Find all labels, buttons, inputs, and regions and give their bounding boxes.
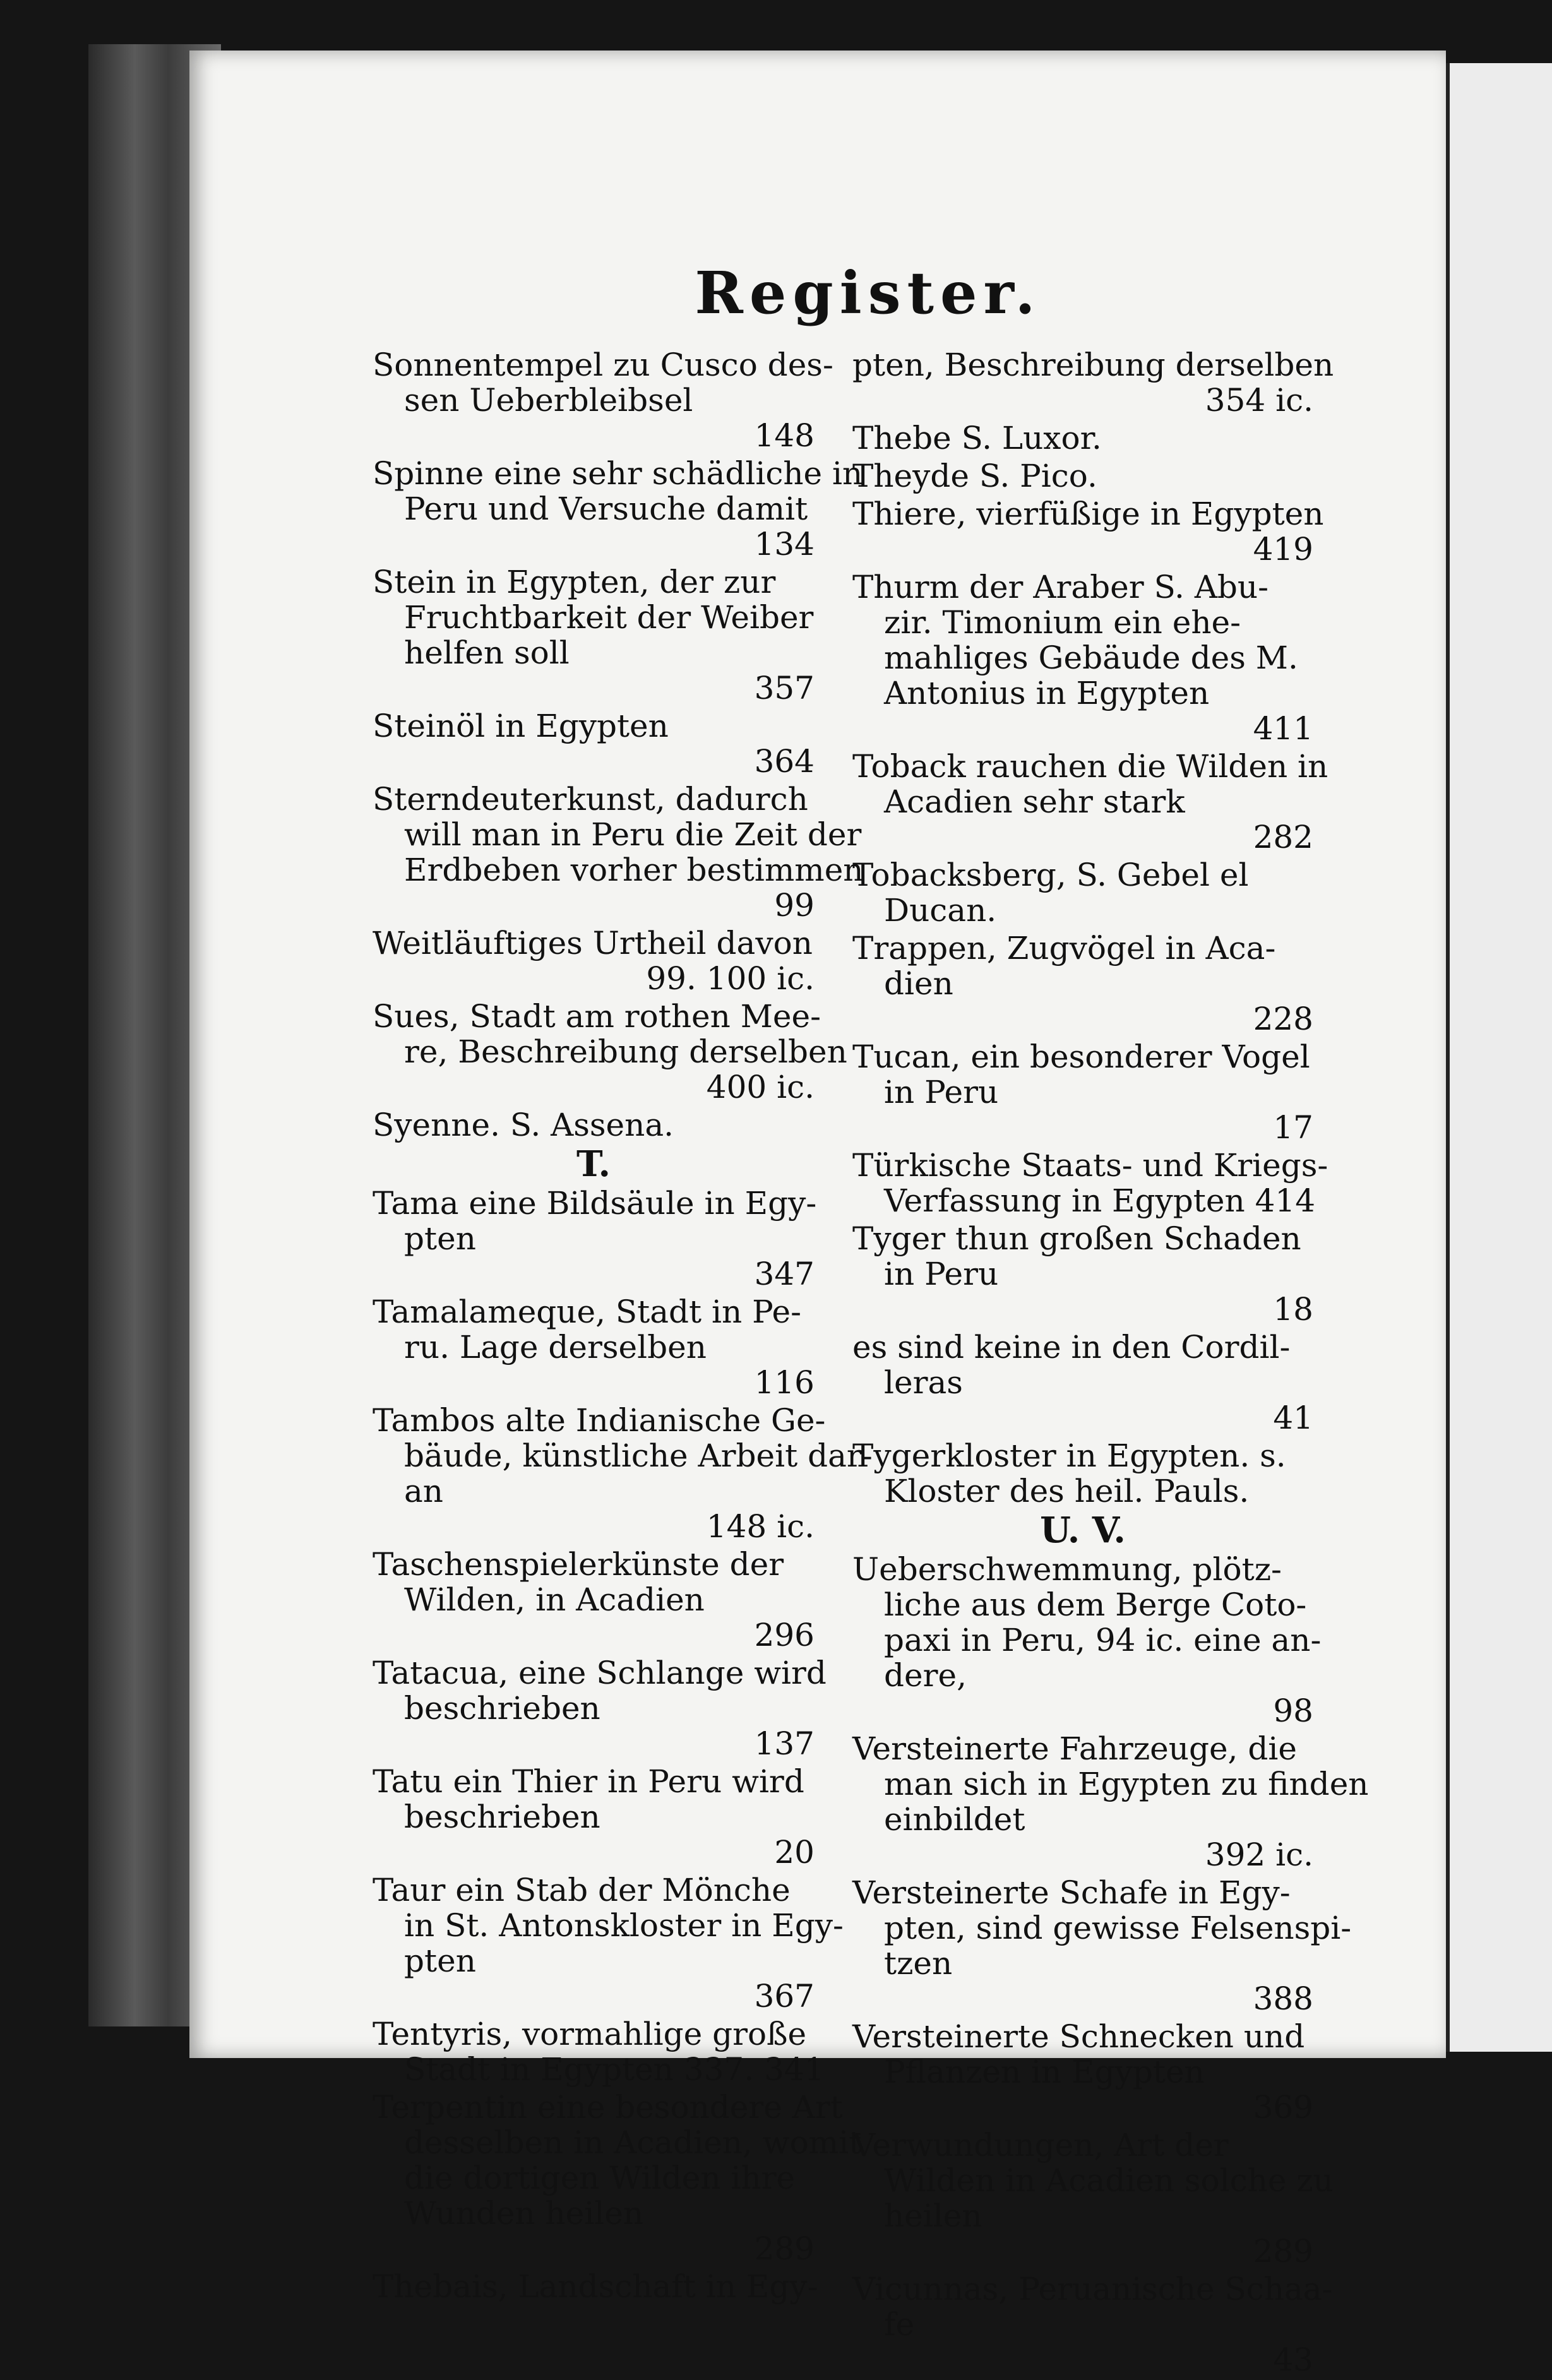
entry-continuation-line: mahliges Gebäude des M. [884,640,1298,676]
entry-headword-line: Sues, Stadt am rothen Mee- [373,998,821,1035]
index-entry [852,857,1313,928]
entry-continuation-line: Stadt in Egypten 337. 341 [404,2051,825,2088]
index-entry [373,564,815,706]
index-entry [852,347,1334,419]
entry-page-number: 354 ic. [1205,382,1313,419]
entry-headword-line: Tambos alte Indianische Ge- [373,1402,826,1439]
entry-continuation-line: einbildet [884,1801,1025,1838]
entry-continuation-line: dien [884,965,953,1002]
entry-page-number: 43 [1273,2341,1313,2378]
entry-continuation-line: re, Beschreibung derselben [404,1033,847,1070]
entry-headword-line: Weitläuftiges Urtheil davon [373,925,813,961]
index-entry [852,2019,1313,2125]
entry-page-number: 289 [754,2230,815,2267]
entry-headword-line: Toback rauchen die Wilden in [852,748,1328,785]
entry-continuation-line: Pflanzen in Egypten [884,2054,1205,2090]
entry-headword-line: Tyger thun großen Schaden [852,1220,1301,1257]
entry-headword-line: Tygerkloster in Egypten. s. [852,1437,1286,1474]
entry-headword-line: Tentyris, vormahlige große [373,2016,807,2052]
index-entry [373,1872,844,2014]
entry-headword-line: Tamalameque, Stadt in Pe- [373,1294,802,1330]
index-entry [373,1107,815,1143]
entry-continuation-line: liche aus dem Berge Coto- [884,1586,1307,1623]
entry-continuation-line: tzen [884,1945,953,1982]
index-entry [852,458,1313,494]
index-entry [373,781,864,924]
entry-headword-line: Sterndeuterkunst, dadurch [373,781,808,818]
entry-continuation-line: in St. Antonskloster in Egy- [404,1907,844,1944]
index-entry [852,1330,1313,1436]
index-entry [852,2127,1334,2270]
entry-continuation-line: zir. Timonium ein ehe- [884,604,1241,641]
entry-continuation-line: Fruchtbarkeit der Weiber [404,599,814,636]
index-entry [373,2268,818,2305]
entry-continuation-line: fe [884,2306,915,2343]
section-letter-heading: T. [576,1143,611,1185]
entry-headword-line: Tama eine Bildsäule in Egy- [373,1185,817,1222]
index-entry [373,2089,862,2267]
entry-page-number: 296 [754,1617,815,1653]
index-entry [852,2271,1333,2378]
entry-page-number: 400 ic. [706,1069,815,1105]
entry-continuation-line: ru. Lage derselben [404,1329,707,1366]
index-entry [852,1221,1313,1327]
entry-headword-line: pten, Beschreibung derselben [852,347,1334,383]
index-entry [373,925,815,996]
entry-headword-line: Steinöl in Egypten [373,708,669,744]
entry-continuation-line: heilen [884,2198,982,2234]
entry-continuation-line: pten [404,1943,476,1979]
index-entry [373,347,833,454]
entry-continuation-line: an [404,1473,444,1509]
entry-page-number: 18 [1273,1291,1313,1328]
entry-headword-line: Vicunnas, Peruanische Schaa- [852,2271,1333,2307]
entry-headword-line: Versteinerte Fahrzeuge, die [852,1730,1297,1767]
index-entry [852,748,1328,855]
entry-page-number: 289 [1253,2233,1313,2270]
index-entry [373,455,863,562]
entry-headword-line: Tatacua, eine Schlange wird [373,1655,827,1691]
entry-continuation-line: Antonius in Egypten [884,675,1210,711]
entry-headword-line: Thebe S. Luxor. [852,420,1102,456]
index-entry [852,1039,1313,1145]
entry-page-number: 148 ic. [706,1508,815,1545]
entry-continuation-line: man sich in Egypten zu finden [884,1766,1369,1802]
entry-headword-line: Terpentin eine besondere Art [373,2089,843,2126]
entry-continuation-line: in Peru [884,1256,999,1292]
entry-headword-line: Stein in Egypten, der zur [373,564,776,600]
entry-headword-line: Taur ein Stab der Mönche [373,1872,791,1908]
entry-headword-line: Versteinerte Schnecken und [852,2018,1305,2055]
entry-continuation-line: beschrieben [404,1690,600,1727]
entry-continuation-line: in Peru [884,1074,999,1110]
entry-continuation-line: sen Ueberbleibsel [404,382,693,419]
entry-page-number: 392 ic. [1205,1836,1313,1873]
entry-page-number: 357 [754,670,815,706]
index-entry [852,1551,1322,1729]
next-page-edge [1446,63,1552,2052]
entry-page-number: 41 [1273,1400,1313,1436]
index-entry [852,496,1324,568]
entry-continuation-line: pten, sind gewisse Felsenspi- [884,1910,1352,1946]
entry-page-number: 137 [754,1725,815,1762]
index-entry [852,931,1313,1037]
entry-headword-line: es sind keine in den Cordil- [852,1329,1291,1366]
entry-headword-line: Sonnentempel zu Cusco des- [373,347,833,383]
index-entry [852,1874,1352,2017]
entry-continuation-line: Erdbeben vorher bestimmen [404,852,864,888]
index-entry [373,708,815,779]
entry-continuation-line: helfen soll [404,634,570,671]
entry-headword-line: Tobacksberg, S. Gebel el [852,857,1249,893]
entry-headword-line: Thurm der Araber S. Abu- [852,569,1269,605]
entry-headword-line: Syenne. S. Assena. [373,1107,674,1143]
entry-continuation-line: Ducan. [884,892,997,929]
index-entry [373,1294,815,1400]
entry-page-number: 99. 100 ic. [646,960,815,997]
entry-continuation-line: will man in Peru die Zeit der [404,816,862,853]
entry-headword-line: Versteinerte Schafe in Egy- [852,1874,1291,1911]
entry-continuation-line: Verfassung in Egypten 414 [884,1182,1316,1219]
entry-page-number: 20 [774,1834,815,1871]
entry-headword-line: Thebais, Landschaft in Egy- [373,2268,818,2305]
book-page [189,51,1446,2378]
index-entry [373,1402,873,1545]
entry-continuation-line: paxi in Peru, 94 ic. eine an- [884,1622,1322,1658]
entry-headword-line: Taschenspielerkünste der [373,1546,784,1583]
entry-headword-line: Thiere, vierfüßige in Egypten [852,496,1324,532]
entry-continuation-line: Kloster des heil. Pauls. [884,1473,1250,1509]
entry-page-number: 98 [1273,1693,1313,1729]
index-entry [373,1655,827,1762]
index-entry [852,569,1313,746]
entry-headword-line: Spinne eine sehr schädliche in [373,455,863,492]
entry-headword-line: Verwundungen, Art der [852,2127,1229,2163]
index-entry [373,1547,815,1653]
entry-continuation-line: die dortigen Wilden ihre [404,2160,796,2196]
entry-headword-line: Trappen, Zugvögel in Aca- [852,930,1276,967]
index-entry [373,998,847,1105]
entry-headword-line: Tucan, ein besonderer Vogel [852,1038,1310,1075]
entry-page-number: 228 [1253,1001,1313,1037]
index-entry [852,1147,1328,1219]
entry-continuation-line: desselben in Acadien, womit [404,2124,862,2161]
index-entry [852,420,1313,456]
entry-continuation-line: Peru und Versuche damit [404,491,808,527]
entry-page-number: 116 [754,1364,815,1401]
entry-continuation-line: Acadien sehr stark [884,783,1185,820]
right-column [852,347,1369,2380]
page-title: Register. [695,259,1042,327]
entry-headword-line: Tatu ein Thier in Peru wird [373,1763,804,1800]
entry-page-number: 99 [774,887,815,924]
index-entry [373,2016,825,2088]
entry-page-number: 148 [754,417,815,454]
entry-page-number: 388 [1253,1980,1313,2017]
index-entry [373,1186,815,1292]
entry-continuation-line: beschrieben [404,1799,600,1835]
entry-page-number: 369 [1253,2089,1313,2126]
index-entry [373,1764,815,1870]
entry-page-number: 282 [1253,819,1313,855]
entry-headword-line: Ueberschwemmung, plötz- [852,1551,1282,1588]
entry-headword-line: Theyde S. Pico. [852,458,1097,494]
entry-continuation-line: Wilden, in Acadien [404,1581,705,1618]
entry-page-number: 134 [754,526,815,562]
entry-page-number: 17 [1273,1109,1313,1146]
section-letter-heading: U. V. [1040,1509,1126,1551]
entry-page-number: 367 [754,1978,815,2014]
entry-continuation-line: leras [884,1364,963,1401]
entry-continuation-line: pten [404,1220,476,1257]
index-entry [852,1730,1369,1873]
entry-continuation-line: bäude, künstliche Arbeit dar- [404,1437,873,1474]
entry-continuation-line: dere, [884,1657,967,1694]
entry-headword-line: Türkische Staats- und Kriegs- [852,1147,1328,1184]
entry-continuation-line: Wilden in Acadien solche zu [884,2162,1334,2199]
entry-page-number: 347 [754,1256,815,1292]
entry-continuation-line: Wunden heilen [404,2195,644,2232]
left-column [373,347,873,2307]
entry-page-number: 411 [1253,710,1313,747]
entry-page-number: 364 [754,743,815,780]
index-entry [852,1438,1313,1509]
entry-page-number: 419 [1253,531,1313,568]
